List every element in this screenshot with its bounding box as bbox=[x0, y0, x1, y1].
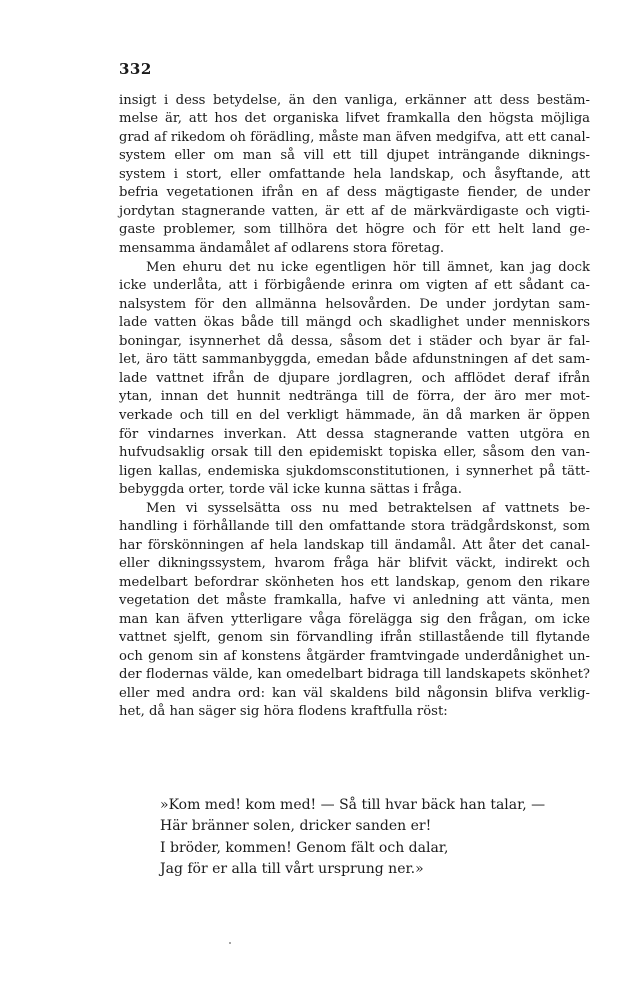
text-line: man kan äfven ytterligare våga förelägga sig den frågan, om icke bbox=[119, 612, 590, 627]
text-line: Men ehuru det nu icke egentligen hör till ämnet, kan jag dock bbox=[146, 260, 590, 275]
text-line: gaste problemer, som tillhöra det högre och för ett helt land ge- bbox=[119, 222, 590, 237]
text-line: icke underlåta, att i förbigående erinra om vigten af ett sådant ca- bbox=[119, 278, 590, 293]
text-line: har förskönningen af hela landskap till ändamål. Att åter det canal- bbox=[119, 538, 590, 553]
text-line: för vindarnes inverkan. Att dessa stagnerande vatten utgöra en bbox=[119, 427, 590, 442]
text-line: vegetation det måste framkalla, hafve vi anledning att vänta, men bbox=[119, 593, 590, 608]
verse-line: Här bränner solen, dricker sanden er! bbox=[160, 818, 432, 834]
ink-speck bbox=[229, 942, 231, 944]
text-line: lade vattnet ifrån de djupare jordlagren, och afflödet deraf ifrån bbox=[119, 371, 590, 386]
text-line: jordytan stagnerande vatten, är ett af de märkvärdigaste och vigti- bbox=[119, 204, 590, 219]
text-line: eller dikningssystem, hvarom fråga här blifvit väckt, indirekt och bbox=[119, 556, 590, 571]
text-line: insigt i dess betydelse, än den vanliga, erkänner att dess bestäm- bbox=[119, 93, 590, 108]
text-line: der flodernas välde, kan omedelbart bidraga till landskapets skönhet? bbox=[119, 667, 590, 682]
text-line: vattnet sjelft, genom sin förvandling ifrån stillastående till flytande bbox=[119, 630, 590, 645]
text-line: let, äro tätt sammanbyggda, emedan både afdunstningen af det sam- bbox=[119, 352, 590, 367]
verse-line: I bröder, kommen! Genom fält och dalar, bbox=[160, 840, 449, 856]
text-line: nalsystem för den allmänna helsovården. De under jordytan sam- bbox=[119, 297, 590, 312]
text-line: system eller om man så vill ett till djupet inträngande diknings- bbox=[119, 148, 590, 163]
page-number: 332 bbox=[119, 60, 152, 78]
text-line: medelbart befordrar skönheten hos ett landskap, genom den rikare bbox=[119, 575, 590, 590]
text-line: handling i förhållande till den omfattande stora trädgårdskonst, som bbox=[119, 519, 590, 534]
text-line: ligen kallas, endemiska sjukdomsconstitutionen, i synnerhet på tätt- bbox=[119, 464, 590, 479]
text-line: ytan, innan det hunnit nedtränga till de förra, der äro mer mot- bbox=[119, 389, 590, 404]
text-line: boningar, isynnerhet då dessa, såsom det i städer och byar är fal- bbox=[119, 334, 590, 349]
text-line: system i stort, eller omfattande hela landskap, och åsyftande, att bbox=[119, 167, 590, 182]
text-line: hufvudsaklig orsak till den epidemiskt topiska eller, såsom den van- bbox=[119, 445, 590, 460]
verse-line: »Kom med! kom med! — Så till hvar bäck han talar, — bbox=[160, 797, 546, 813]
text-line: befria vegetationen ifrån en af dess mägtigaste fiender, de under bbox=[119, 185, 590, 200]
text-line: mensamma ändamålet af odlarens stora företag. bbox=[119, 241, 445, 256]
text-line: verkade och till en del verkligt hämmade, än då marken är öppen bbox=[119, 408, 590, 423]
text-line: grad af rikedom oh förädling, måste man äfven medgifva, att ett canal- bbox=[119, 130, 590, 145]
verse-line: Jag för er alla till vårt ursprung ner.» bbox=[160, 861, 424, 877]
text-line: het, då han säger sig höra flodens kraftfulla röst: bbox=[119, 704, 448, 719]
text-line: och genom sin af konstens åtgärder framtvingade underdånighet un- bbox=[119, 649, 590, 664]
text-line: Men vi sysselsätta oss nu med betraktelsen af vattnets be- bbox=[146, 501, 590, 516]
text-line: lade vatten ökas både till mängd och skadlighet under menniskors bbox=[119, 315, 590, 330]
text-line: melse är, att hos det organiska lifvet framkalla den högsta möjliga bbox=[119, 111, 590, 126]
text-line: bebyggda orter, torde väl icke kunna sättas i fråga. bbox=[119, 482, 462, 497]
text-line: eller med andra ord: kan väl skaldens bild någonsin blifva verklig- bbox=[119, 686, 590, 701]
